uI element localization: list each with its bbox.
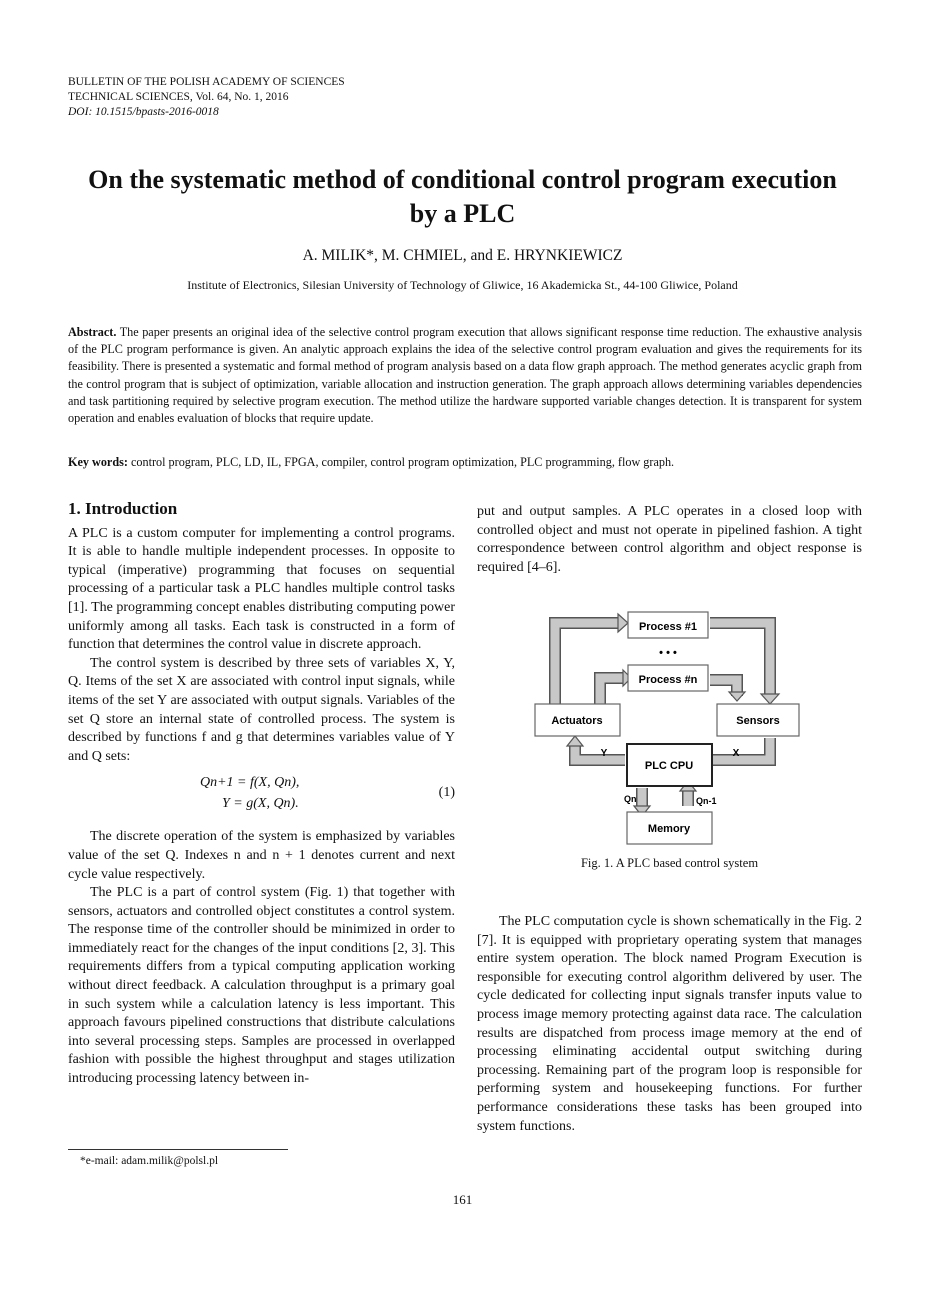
sensors-label: Sensors — [736, 715, 780, 727]
page-number: 161 — [452, 1192, 473, 1207]
process-1-label: Process #1 — [638, 621, 698, 633]
abstract-label: Abstract. — [68, 325, 117, 339]
footnote: *e-mail: adam.milik@polsl.pl — [80, 1155, 219, 1167]
paragraph-1: A PLC is a custom computer for implementing a control programs. It is able to handle multiple independent processes. In opposite to typical (imperative) programming that focuses on sequential processing of a particular task a PLC handles multiple control tasks [1]. The programming concept enables distributing computing power uniformly among all tasks. Each task is constructed in a form of function that determines the control value in discrete approach. — [68, 525, 455, 653]
authors: A. MILIK*, M. CHMIEL, and E. HRYNKIEWICZ — [302, 247, 623, 264]
paragraph-4-continued: put and output samples. A PLC operates in a closed loop with controlled object and must not operate in pipelined fashion. A tight correspondence between control algorithm and object response is required [4–6]. — [477, 504, 862, 575]
journal-header — [68, 75, 345, 120]
equation-number: (1) — [438, 785, 455, 801]
figure-1-diagram — [530, 608, 805, 848]
abstract-text: The paper presents an original idea of the selective control program execution that allows significant response time reduction. The exhaustive analysis of the PLC program performance is given. An analytic approach explains the idea of the selective control program evaluation and gives the requirements for its feasibility. There is presented a systematic and formal method of program analysis based on a data flow graph approach. The method generates acyclic graph from the control program that is subject of optimization, variable allocation and instruction generation. The graph approach allows determining variables dependencies and task partitioning required by selective program execution. The method utilize the hardware supported variable changes detection. It is transparent for system operation and enables evaluation of blocks that require update. — [68, 325, 863, 426]
y-label: Y — [600, 748, 608, 759]
process-n-label: Process #n — [638, 674, 698, 686]
journal-volume: TECHNICAL SCIENCES, Vol. 64, No. 1, 2016 — [68, 91, 289, 103]
abstract — [68, 324, 862, 427]
x-label: X — [732, 748, 740, 759]
section-heading: 1. Introduction — [68, 499, 178, 518]
footnote-rule — [68, 1149, 288, 1150]
equation-line-1: Qn+1 = f(X, Qn), — [200, 775, 300, 791]
paper-title — [40, 163, 885, 231]
qn-1-label: Qn-1 — [696, 796, 717, 806]
left-column — [68, 500, 455, 1089]
paragraph-2: The control system is described by three sets of variables X, Y, Q. Items of the set X are associated with control input signals, while items of the set Y are associated with output signals. Variables of the set Q store an internal state of controlled process. The system is described by functions f and g that determines variables value of Y and Q sets: — [68, 655, 455, 764]
title-line-2: by a PLC — [409, 199, 516, 228]
right-column-lower — [477, 913, 862, 1136]
keywords-label: Key words: — [68, 455, 128, 469]
memory-label: Memory — [647, 823, 691, 835]
journal-name: BULLETIN OF THE POLISH ACADEMY OF SCIENCES — [68, 76, 345, 88]
ellipsis-label: • • • — [659, 647, 677, 659]
qn-label: Qn — [624, 794, 637, 804]
keywords-text: control program, PLC, LD, IL, FPGA, compiler, control program optimization, PLC programming, flow graph. — [130, 455, 675, 469]
keywords — [68, 454, 862, 471]
paragraph-4: The PLC is a part of control system (Fig. 1) that together with sensors, actuators and controlled object constitutes a control system. The response time of the controller should be minimized in order to immediately react for the changes of the input conditions [2, 3]. This requirements differs from a typical computing application working without direct feedback. A calculation throughput is a primary goal in such system while a calculation latency is less important. This approach favours pipelined constructions that distribute calculations into several processing steps. Samples are processed in overlapped fashion with possible the highest throughput and stages utilization introducing processing latency between in- — [68, 885, 455, 1087]
affiliation: Institute of Electronics, Silesian University of Technology of Gliwice, 16 Akademicka St., 44-100 Gliwice, Poland — [187, 278, 738, 292]
paragraph-3: The discrete operation of the system is emphasized by variables value of the set Q. Indexes n and n + 1 denotes current and next cycle value respectively. — [68, 829, 455, 882]
equation-line-2: Y = g(X, Qn). — [222, 796, 299, 812]
equation-1 — [68, 772, 455, 820]
figure-1-caption: Fig. 1. A PLC based control system — [580, 856, 759, 870]
plc-cpu-label: PLC CPU — [644, 760, 694, 772]
journal-doi: DOI: 10.1515/bpasts-2016-0018 — [68, 106, 219, 118]
title-line-1: On the systematic method of conditional control program execution — [88, 165, 837, 194]
actuators-label: Actuators — [551, 715, 603, 727]
paragraph-5: The PLC computation cycle is shown schematically in the Fig. 2 [7]. It is equipped with proprietary operating system that manages entire system operation. The block named Program Execution is responsible for executing control algorithm delivered by user. The cycle dedicated for collecting input signals transfer inputs value to process image memory protecting against data race. The calculation results are dispatched from process image memory at the end of processing eliminating accidental output switching during processing. Remaining part of the program loop is responsible for performing system and housekeeping functions. For further performance considerations these tasks has been grouped into system functions. — [477, 914, 862, 1134]
